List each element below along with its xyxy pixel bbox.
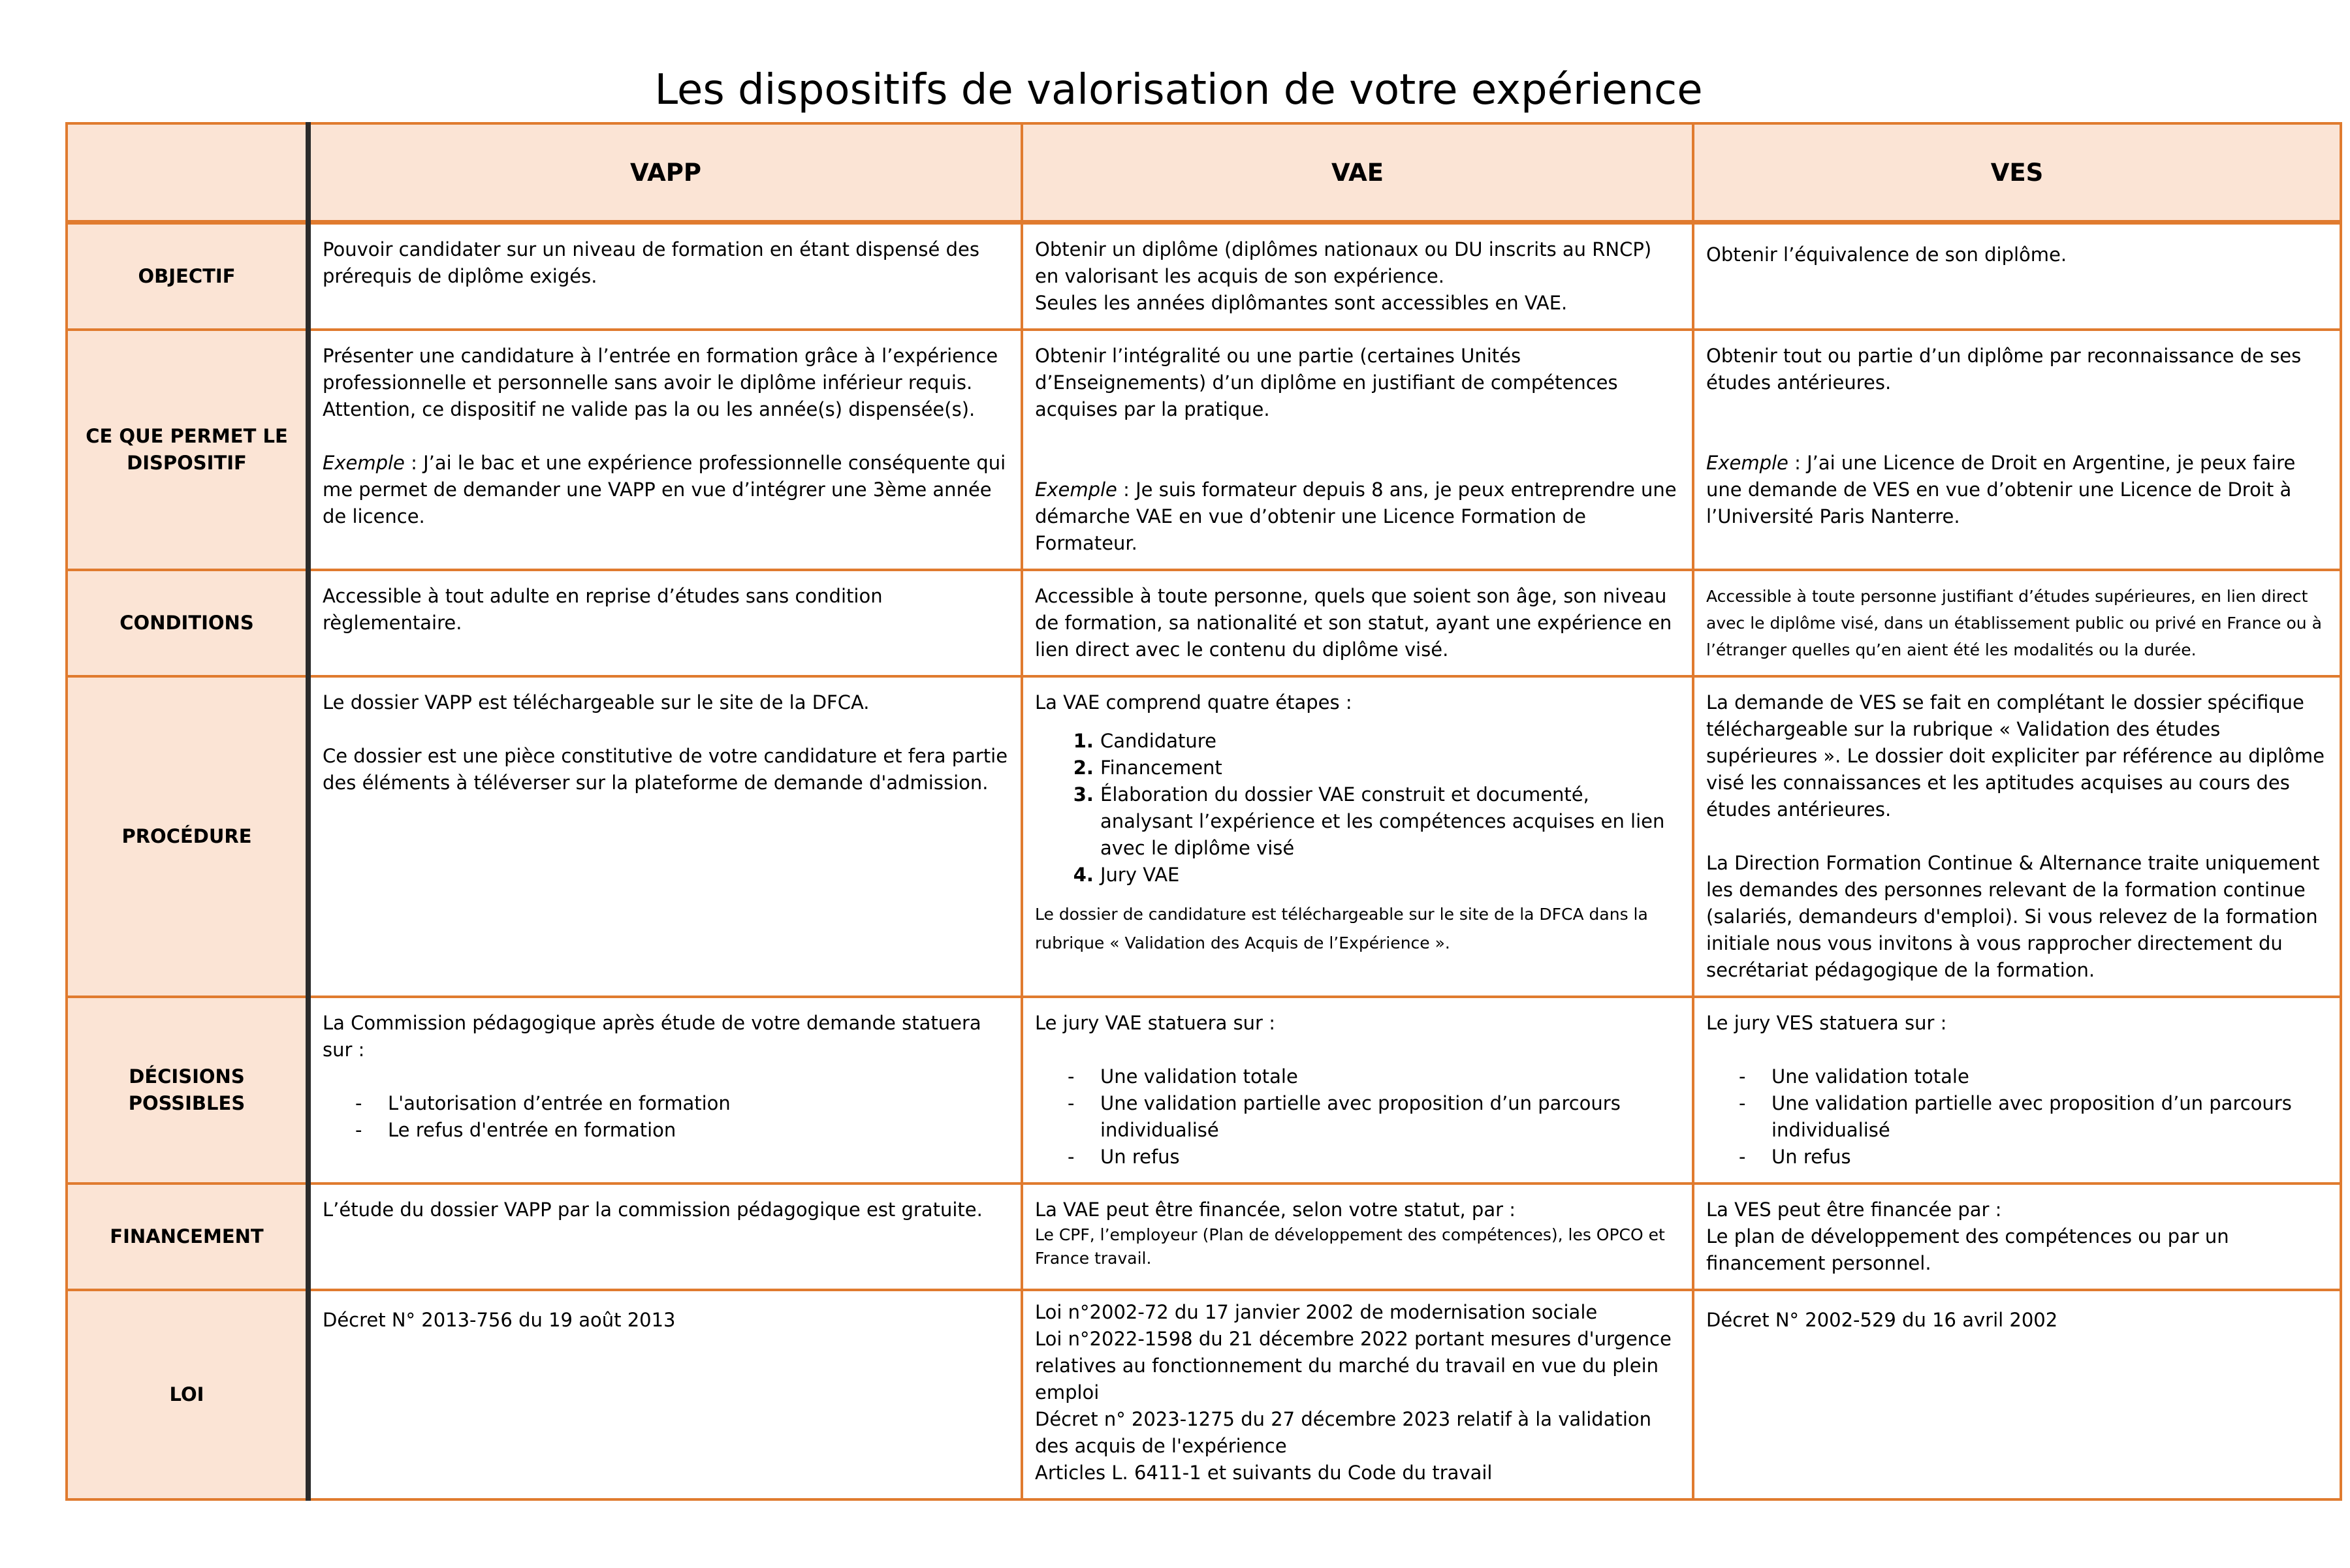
cell-text: Décret N° 2002-529 du 16 avril 2002 <box>1706 1309 2058 1331</box>
example-label: Exemple <box>323 452 405 474</box>
example-label: Exemple <box>1035 478 1117 501</box>
cell-text: : J’ai une Licence de Droit en Argentine, je peux faire une demande de VES en vue d’obtenir une Licence de Droit à l’Université Paris Nanterre. <box>1706 452 2296 527</box>
list-item: 4. Jury VAE <box>1100 862 1680 888</box>
cell-conditions-ves <box>1693 570 2341 676</box>
cell-text: Présenter une candidature à l’entrée en formation grâce à l’expérience professionnelle et personnelle sans avoir le diplôme inférieur requis. Attention, ce dispositif ne valide pas la ou les année(s) dispensée(s). <box>323 345 998 420</box>
cell-objectif-ves <box>1693 223 2341 330</box>
cell-text: Loi n°2022-1598 du 21 décembre 2022 portant mesures d'urgence relatives au fonctionnement du marché du travail en vue du plein emploi <box>1035 1328 1672 1403</box>
cell-text: La Commission pédagogique après étude de votre demande statuera sur : <box>323 1012 981 1061</box>
cell-text: La VAE comprend quatre étapes : <box>1035 691 1352 713</box>
cell-text: : Je suis formateur depuis 8 ans, je peux entreprendre une démarche VAE en vue d’obtenir une Licence Formation de Formateur. <box>1035 478 1677 554</box>
cell-text: La VES peut être financée par : <box>1706 1199 2002 1221</box>
table-row-permet <box>67 330 2341 570</box>
cell-conditions-vae <box>1022 570 1693 676</box>
cell-loi-ves <box>1693 1290 2341 1499</box>
cell-text: Accessible à toute personne justifiant d’études supérieures, en lien direct avec le diplôme visé, dans un établissement public ou privé en France ou à l’étranger quelles qu’en aient été les modalités ou la durée. <box>1706 587 2322 659</box>
list-item: 1. Candidature <box>1100 728 1680 755</box>
table-row-objectif <box>67 223 2341 330</box>
cell-text: Décret n° 2023-1275 du 27 décembre 2023 relatif à la validation des acquis de l'expérience <box>1035 1408 1652 1457</box>
steps-list <box>1035 728 1680 888</box>
cell-text: Obtenir l’équivalence de son diplôme. <box>1706 243 2067 266</box>
row-header-loi: LOI <box>67 1290 308 1499</box>
row-header-procedure: PROCÉDURE <box>67 676 308 997</box>
cell-text: Obtenir un diplôme (diplômes nationaux ou DU inscrits au RNCP) en valorisant les acquis de son expérience. <box>1035 238 1652 287</box>
row-header-financement: FINANCEMENT <box>67 1184 308 1290</box>
cell-text: Pouvoir candidater sur un niveau de formation en étant dispensé des prérequis de diplôme exigés. <box>323 238 979 287</box>
cell-text: La demande de VES se fait en complétant le dossier spécifique téléchargeable sur la rubrique « Validation des études supérieures ». Le dossier doit expliciter par référence au diplôme visé les connaissances et les aptitudes acquises au cours des études antérieures. <box>1706 691 2325 821</box>
cell-text: Articles L. 6411-1 et suivants du Code du travail <box>1035 1462 1493 1484</box>
table-row-loi <box>67 1290 2341 1499</box>
cell-text: Le jury VES statuera sur : <box>1706 1012 1947 1034</box>
cell-financement-vapp <box>308 1184 1022 1290</box>
cell-conditions-vapp <box>308 570 1022 676</box>
cell-text: Accessible à toute personne, quels que soient son âge, son niveau de formation, sa nationalité et son statut, ayant une expérience en lien direct avec le contenu du diplôme visé. <box>1035 585 1672 661</box>
table-row-financement <box>67 1184 2341 1290</box>
table-header-row <box>67 123 2341 223</box>
decisions-list <box>1035 1063 1680 1170</box>
decisions-list <box>1706 1063 2328 1170</box>
cell-permet-ves <box>1693 330 2341 570</box>
cell-procedure-vae <box>1022 676 1693 997</box>
comparison-table <box>65 122 2342 1501</box>
table-row-conditions <box>67 570 2341 676</box>
cell-text: L’étude du dossier VAPP par la commission pédagogique est gratuite. <box>323 1199 983 1221</box>
list-item: 2. Financement <box>1100 755 1680 781</box>
example-text <box>1035 477 1680 557</box>
page-title: Les dispositifs de valorisation de votre expérience <box>654 66 1703 114</box>
list-item: - Une validation partielle avec proposition d’un parcours individualisé <box>1068 1090 1680 1144</box>
cell-text: Le plan de développement des compétences ou par un financement personnel. <box>1706 1225 2229 1274</box>
cell-text: Le dossier de candidature est téléchargeable sur le site de la DFCA dans la rubrique « Validation des Acquis de l’Expérience ». <box>1035 905 1648 952</box>
list-item: - Un refus <box>1739 1144 2328 1170</box>
cell-loi-vae <box>1022 1290 1693 1499</box>
list-item: - L'autorisation d’entrée en formation <box>355 1090 1009 1117</box>
cell-objectif-vapp <box>308 223 1022 330</box>
cell-permet-vae <box>1022 330 1693 570</box>
cell-text: Le CPF, l’employeur (Plan de développement des compétences), les OPCO et France travail. <box>1035 1225 1665 1268</box>
cell-procedure-vapp <box>308 676 1022 997</box>
cell-text: : J’ai le bac et une expérience professionnelle conséquente qui me permet de demander une VAPP en vue d’intégrer une 3ème année de licence. <box>323 452 1006 527</box>
list-item: - Un refus <box>1068 1144 1680 1170</box>
cell-decisions-vapp <box>308 997 1022 1184</box>
cell-decisions-ves <box>1693 997 2341 1184</box>
cell-permet-vapp <box>308 330 1022 570</box>
list-item: 3. Élaboration du dossier VAE construit et documenté, analysant l’expérience et les compétences acquises en lien avec le diplôme visé <box>1100 781 1680 862</box>
cell-decisions-vae <box>1022 997 1693 1184</box>
cell-text: Ce dossier est une pièce constitutive de votre candidature et fera partie des éléments à téléverser sur la plateforme de demande d'admission. <box>323 745 1008 794</box>
cell-text: La Direction Formation Continue & Alternance traite uniquement les demandes des personnes relevant de la formation continue (salariés, demandeurs d'emploi). Si vous relevez de la formation initiale nous vous invitons à vous rapprocher directement du secrétariat pédagogique de la formation. <box>1706 852 2320 981</box>
cell-loi-vapp <box>308 1290 1022 1499</box>
column-header-vapp: VAPP <box>308 123 1022 223</box>
row-header-objectif: OBJECTIF <box>67 223 308 330</box>
table-row-decisions <box>67 997 2341 1184</box>
row-header-permet: CE QUE PERMET LE DISPOSITIF <box>67 330 308 570</box>
cell-text: La VAE peut être financée, selon votre statut, par : <box>1035 1199 1516 1221</box>
cell-text: Obtenir l’intégralité ou une partie (certaines Unités d’Enseignements) d’un diplôme en justifiant de compétences acquises par la pratique. <box>1035 345 1618 420</box>
example-label: Exemple <box>1706 452 1788 474</box>
example-text <box>1706 450 2328 530</box>
cell-procedure-ves <box>1693 676 2341 997</box>
cell-objectif-vae <box>1022 223 1693 330</box>
cell-text: Obtenir tout ou partie d’un diplôme par reconnaissance de ses études antérieures. <box>1706 345 2302 394</box>
cell-text: Le jury VAE statuera sur : <box>1035 1012 1275 1034</box>
example-text <box>323 450 1009 530</box>
table-row-procedure <box>67 676 2341 997</box>
column-header-vae: VAE <box>1022 123 1693 223</box>
row-header-decisions: DÉCISIONS POSSIBLES <box>67 997 308 1184</box>
cell-text: Décret N° 2013-756 du 19 août 2013 <box>323 1309 676 1331</box>
list-item: - Une validation totale <box>1739 1063 2328 1090</box>
cell-text: Le dossier VAPP est téléchargeable sur le site de la DFCA. <box>323 691 870 713</box>
column-header-ves: VES <box>1693 123 2341 223</box>
corner-cell <box>67 123 308 223</box>
list-item: - Le refus d'entrée en formation <box>355 1117 1009 1144</box>
list-item: - Une validation partielle avec proposition d’un parcours individualisé <box>1739 1090 2328 1144</box>
decisions-list <box>323 1090 1009 1144</box>
list-item: - Une validation totale <box>1068 1063 1680 1090</box>
cell-text: Accessible à tout adulte en reprise d’études sans condition règlementaire. <box>323 585 883 634</box>
row-header-conditions: CONDITIONS <box>67 570 308 676</box>
cell-text: Loi n°2002-72 du 17 janvier 2002 de modernisation sociale <box>1035 1301 1598 1323</box>
cell-financement-vae <box>1022 1184 1693 1290</box>
cell-financement-ves <box>1693 1184 2341 1290</box>
cell-text: Seules les années diplômantes sont accessibles en VAE. <box>1035 292 1568 314</box>
